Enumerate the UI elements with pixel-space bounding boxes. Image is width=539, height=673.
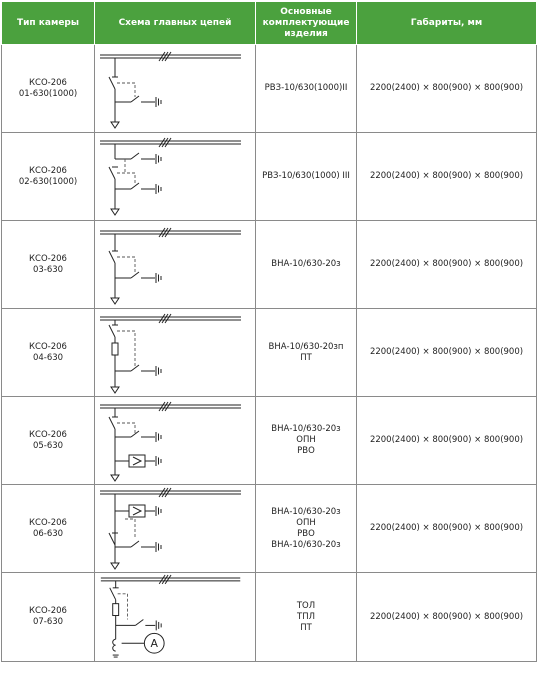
dimensions-cell: 2200(2400) × 800(900) × 800(900) bbox=[357, 309, 537, 397]
table-row bbox=[2, 221, 537, 309]
table-row bbox=[2, 309, 537, 397]
components-cell: ВНА-10/630-20з ОПН РВО bbox=[256, 397, 357, 485]
dimensions-cell: 2200(2400) × 800(900) × 800(900) bbox=[357, 573, 537, 662]
earth-switch-blade bbox=[131, 153, 139, 159]
circuit-scheme-diagram bbox=[95, 573, 256, 662]
mechanical-link-dashed bbox=[117, 83, 135, 97]
earth-switch-blade bbox=[131, 541, 139, 547]
cabinet-type: КСО-206 01-630(1000) bbox=[2, 45, 95, 133]
circuit-scheme-diagram bbox=[95, 133, 256, 221]
circuit-scheme-svg bbox=[95, 574, 256, 661]
cabinet-type: КСО-206 02-630(1000) bbox=[2, 133, 95, 221]
busbar-phase-mark bbox=[159, 228, 165, 237]
components-cell: ТОЛ ТПЛ ПТ bbox=[256, 573, 357, 662]
circuit-scheme-diagram bbox=[95, 397, 256, 485]
busbar-phase-mark bbox=[165, 314, 171, 323]
busbar-phase-mark bbox=[165, 488, 171, 497]
switch-blade bbox=[109, 417, 115, 429]
circuit-scheme-diagram bbox=[95, 485, 256, 573]
circuit-scheme-svg bbox=[95, 309, 256, 396]
circuit-scheme-svg bbox=[95, 133, 256, 220]
mechanical-link-dashed bbox=[117, 257, 135, 273]
busbar-phase-mark bbox=[162, 314, 168, 323]
cable-termination-icon bbox=[111, 122, 119, 128]
mechanical-link-dashed bbox=[117, 331, 135, 367]
busbar-phase-mark bbox=[159, 402, 165, 411]
surge-arrester-icon bbox=[129, 455, 145, 467]
circuit-scheme-diagram bbox=[95, 45, 256, 133]
cabinet-spec-table bbox=[1, 1, 537, 662]
header-components: Основные комплектующие изделия bbox=[256, 2, 357, 45]
busbar-phase-mark bbox=[159, 138, 165, 147]
components-cell: ВНА-10/630-20з bbox=[256, 221, 357, 309]
ammeter-label: A bbox=[150, 636, 158, 650]
cable-termination-icon bbox=[111, 298, 119, 304]
dimensions-cell: 2200(2400) × 800(900) × 800(900) bbox=[357, 133, 537, 221]
cabinet-type: КСО-206 04-630 bbox=[2, 309, 95, 397]
busbar-phase-mark bbox=[159, 52, 165, 61]
circuit-scheme-svg bbox=[95, 485, 256, 572]
table-row bbox=[2, 133, 537, 221]
header-scheme: Схема главных цепей bbox=[95, 2, 256, 45]
busbar-phase-mark bbox=[165, 574, 171, 583]
components-cell: РВЗ-10/630(1000)II bbox=[256, 45, 357, 133]
surge-arrester-icon bbox=[129, 505, 145, 517]
switch-blade bbox=[109, 251, 115, 263]
transformer-coil-icon bbox=[113, 639, 116, 651]
earth-switch-blade bbox=[131, 183, 139, 189]
header-dimensions: Габариты, мм bbox=[357, 2, 537, 45]
circuit-scheme-diagram bbox=[95, 221, 256, 309]
circuit-scheme-svg bbox=[95, 397, 256, 484]
busbar-phase-mark bbox=[165, 228, 171, 237]
components-cell: РВЗ-10/630(1000) III bbox=[256, 133, 357, 221]
switch-blade bbox=[109, 77, 115, 89]
switch-blade bbox=[109, 167, 115, 179]
cable-termination-icon bbox=[111, 563, 119, 569]
mechanical-link-dashed bbox=[117, 423, 135, 433]
busbar-phase-mark bbox=[162, 488, 168, 497]
cable-termination-icon bbox=[111, 209, 119, 215]
cabinet-type: КСО-206 05-630 bbox=[2, 397, 95, 485]
busbar-phase-mark bbox=[159, 574, 165, 583]
earth-switch-blade bbox=[131, 272, 139, 278]
table-row bbox=[2, 45, 537, 133]
mechanical-link-dashed bbox=[117, 173, 135, 183]
busbar-phase-mark bbox=[159, 488, 165, 497]
dimensions-cell: 2200(2400) × 800(900) × 800(900) bbox=[357, 45, 537, 133]
busbar-phase-mark bbox=[165, 402, 171, 411]
busbar-phase-mark bbox=[162, 402, 168, 411]
table-row bbox=[2, 397, 537, 485]
components-cell: ВНА-10/630-20зп ПТ bbox=[256, 309, 357, 397]
earth-switch-blade bbox=[135, 619, 143, 625]
components-cell: ВНА-10/630-20з ОПН РВО ВНА-10/630-20з bbox=[256, 485, 357, 573]
cable-termination-icon bbox=[111, 475, 119, 481]
table-header-row bbox=[2, 2, 537, 45]
surge-arrester-arrow bbox=[133, 457, 141, 465]
cabinet-type: КСО-206 06-630 bbox=[2, 485, 95, 573]
circuit-scheme-svg bbox=[95, 45, 256, 132]
busbar-phase-mark bbox=[165, 52, 171, 61]
cabinet-type: КСО-206 03-630 bbox=[2, 221, 95, 309]
busbar-phase-mark bbox=[162, 52, 168, 61]
switch-blade bbox=[109, 325, 115, 337]
table-row bbox=[2, 573, 537, 662]
surge-arrester-arrow bbox=[133, 507, 141, 515]
busbar-phase-mark bbox=[162, 138, 168, 147]
circuit-scheme-svg bbox=[95, 221, 256, 308]
mechanical-link-dashed bbox=[125, 519, 135, 539]
cable-termination-icon bbox=[111, 387, 119, 393]
fuse-icon bbox=[112, 343, 118, 355]
switch-blade bbox=[109, 533, 115, 545]
cabinet-type: КСО-206 07-630 bbox=[2, 573, 95, 662]
table-row bbox=[2, 485, 537, 573]
circuit-scheme-diagram bbox=[95, 309, 256, 397]
busbar-phase-mark bbox=[162, 228, 168, 237]
busbar-phase-mark bbox=[165, 138, 171, 147]
busbar-phase-mark bbox=[159, 314, 165, 323]
switch-blade bbox=[110, 587, 116, 599]
dimensions-cell: 2200(2400) × 800(900) × 800(900) bbox=[357, 397, 537, 485]
dimensions-cell: 2200(2400) × 800(900) × 800(900) bbox=[357, 221, 537, 309]
busbar-phase-mark bbox=[162, 574, 168, 583]
fuse-icon bbox=[113, 603, 119, 615]
dimensions-cell: 2200(2400) × 800(900) × 800(900) bbox=[357, 485, 537, 573]
header-type: Тип камеры bbox=[2, 2, 95, 45]
